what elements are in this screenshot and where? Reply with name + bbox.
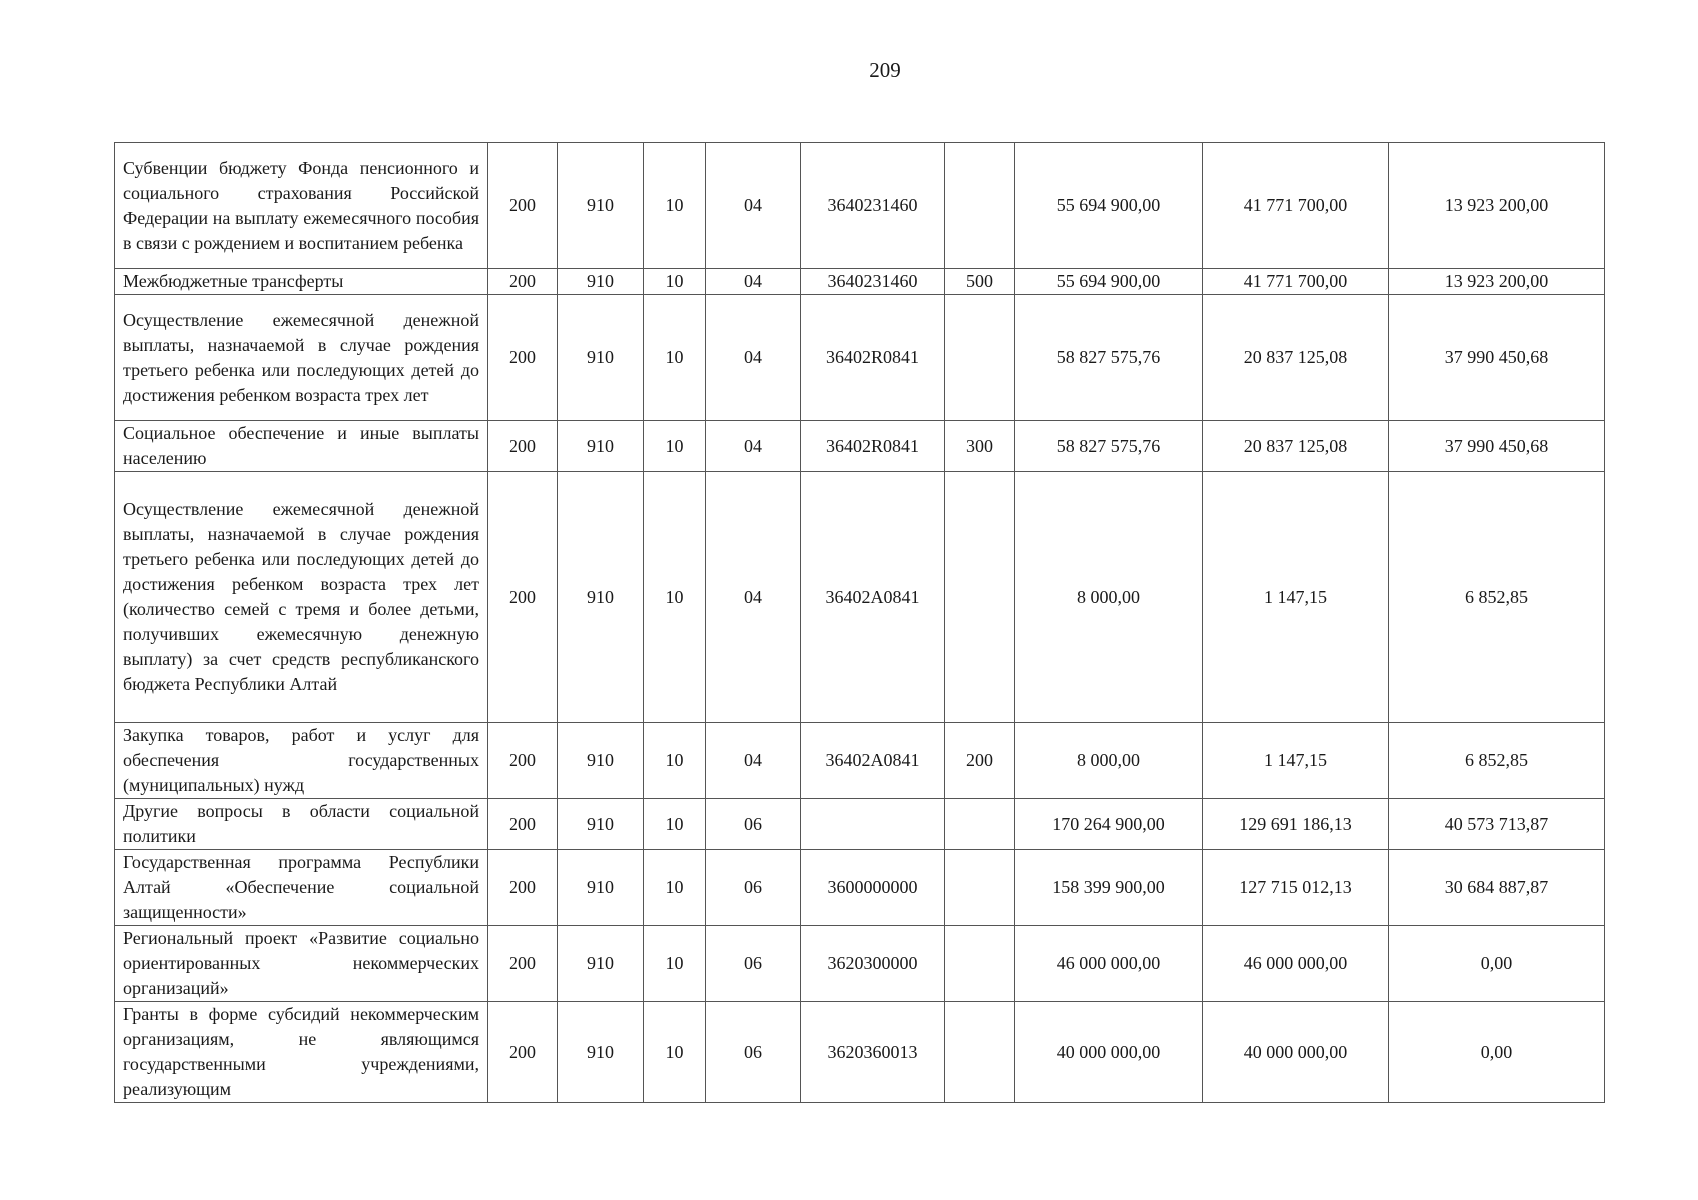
subsection-code: 06 bbox=[706, 926, 801, 1002]
admin-code: 200 bbox=[488, 269, 558, 295]
amount-2: 41 771 700,00 bbox=[1203, 143, 1389, 269]
admin-code: 200 bbox=[488, 295, 558, 421]
table-row bbox=[115, 926, 1605, 1002]
section-code: 10 bbox=[644, 1002, 706, 1103]
expense-type-code bbox=[945, 926, 1015, 1002]
budget-table bbox=[114, 142, 1605, 1103]
amount-1: 158 399 900,00 bbox=[1015, 850, 1203, 926]
target-item-code: 3640231460 bbox=[801, 269, 945, 295]
expense-type-code bbox=[945, 295, 1015, 421]
amount-3: 13 923 200,00 bbox=[1389, 143, 1605, 269]
admin-code: 200 bbox=[488, 1002, 558, 1103]
subsection-code: 04 bbox=[706, 723, 801, 799]
section-code: 10 bbox=[644, 926, 706, 1002]
grbs-code: 910 bbox=[558, 1002, 644, 1103]
table-row bbox=[115, 850, 1605, 926]
table-row bbox=[115, 421, 1605, 472]
subsection-code: 04 bbox=[706, 295, 801, 421]
amount-1: 8 000,00 bbox=[1015, 472, 1203, 723]
expense-type-code: 300 bbox=[945, 421, 1015, 472]
subsection-code: 06 bbox=[706, 850, 801, 926]
expense-type-code: 500 bbox=[945, 269, 1015, 295]
section-code: 10 bbox=[644, 799, 706, 850]
section-code: 10 bbox=[644, 723, 706, 799]
subsection-code: 04 bbox=[706, 421, 801, 472]
amount-3: 0,00 bbox=[1389, 926, 1605, 1002]
section-code: 10 bbox=[644, 472, 706, 723]
expense-type-code bbox=[945, 850, 1015, 926]
subsection-code: 04 bbox=[706, 472, 801, 723]
amount-2: 46 000 000,00 bbox=[1203, 926, 1389, 1002]
target-item-code: 36402R0841 bbox=[801, 295, 945, 421]
section-code: 10 bbox=[644, 269, 706, 295]
amount-3: 13 923 200,00 bbox=[1389, 269, 1605, 295]
section-code: 10 bbox=[644, 421, 706, 472]
target-item-code: 36402R0841 bbox=[801, 421, 945, 472]
admin-code: 200 bbox=[488, 421, 558, 472]
section-code: 10 bbox=[644, 143, 706, 269]
grbs-code: 910 bbox=[558, 143, 644, 269]
row-name: Субвенции бюджету Фонда пенсионного и социального страхования Российской Федерации на выплату ежемесячного пособия в связи с рождением и воспитанием ребенка bbox=[115, 143, 488, 269]
amount-2: 41 771 700,00 bbox=[1203, 269, 1389, 295]
amount-3: 40 573 713,87 bbox=[1389, 799, 1605, 850]
admin-code: 200 bbox=[488, 850, 558, 926]
row-name: Гранты в форме субсидий некоммерческим организациям, не являющимся государственными учреждениями, реализующим bbox=[115, 1002, 488, 1103]
grbs-code: 910 bbox=[558, 269, 644, 295]
grbs-code: 910 bbox=[558, 926, 644, 1002]
grbs-code: 910 bbox=[558, 850, 644, 926]
amount-2: 1 147,15 bbox=[1203, 723, 1389, 799]
target-item-code: 3640231460 bbox=[801, 143, 945, 269]
row-name: Закупка товаров, работ и услуг для обеспечения государственных (муниципальных) нужд bbox=[115, 723, 488, 799]
amount-1: 8 000,00 bbox=[1015, 723, 1203, 799]
amount-1: 46 000 000,00 bbox=[1015, 926, 1203, 1002]
amount-3: 37 990 450,68 bbox=[1389, 295, 1605, 421]
row-name: Осуществление ежемесячной денежной выплаты, назначаемой в случае рождения третьего ребенка или последующих детей до достижения ребенком возраста трех лет bbox=[115, 295, 488, 421]
admin-code: 200 bbox=[488, 799, 558, 850]
subsection-code: 06 bbox=[706, 1002, 801, 1103]
amount-2: 127 715 012,13 bbox=[1203, 850, 1389, 926]
admin-code: 200 bbox=[488, 723, 558, 799]
subsection-code: 04 bbox=[706, 143, 801, 269]
target-item-code: 3600000000 bbox=[801, 850, 945, 926]
table-row bbox=[115, 799, 1605, 850]
amount-2: 20 837 125,08 bbox=[1203, 421, 1389, 472]
target-item-code: 3620300000 bbox=[801, 926, 945, 1002]
amount-3: 30 684 887,87 bbox=[1389, 850, 1605, 926]
amount-1: 58 827 575,76 bbox=[1015, 421, 1203, 472]
admin-code: 200 bbox=[488, 472, 558, 723]
amount-2: 1 147,15 bbox=[1203, 472, 1389, 723]
amount-3: 0,00 bbox=[1389, 1002, 1605, 1103]
admin-code: 200 bbox=[488, 143, 558, 269]
row-name: Социальное обеспечение и иные выплаты населению bbox=[115, 421, 488, 472]
subsection-code: 06 bbox=[706, 799, 801, 850]
grbs-code: 910 bbox=[558, 799, 644, 850]
admin-code: 200 bbox=[488, 926, 558, 1002]
amount-2: 20 837 125,08 bbox=[1203, 295, 1389, 421]
table-row bbox=[115, 1002, 1605, 1103]
section-code: 10 bbox=[644, 850, 706, 926]
amount-1: 55 694 900,00 bbox=[1015, 143, 1203, 269]
target-item-code: 3620360013 bbox=[801, 1002, 945, 1103]
table-row bbox=[115, 269, 1605, 295]
amount-3: 37 990 450,68 bbox=[1389, 421, 1605, 472]
table-row bbox=[115, 295, 1605, 421]
expense-type-code bbox=[945, 799, 1015, 850]
row-name: Межбюджетные трансферты bbox=[115, 269, 488, 295]
row-name: Осуществление ежемесячной денежной выплаты, назначаемой в случае рождения третьего ребенка или последующих детей до достижения ребенком возраста трех лет (количество семей с тремя и более детьми, получивших ежемесячную денежную выплату) за счет средств республиканского бюджета Республики Алтай bbox=[115, 472, 488, 723]
subsection-code: 04 bbox=[706, 269, 801, 295]
grbs-code: 910 bbox=[558, 723, 644, 799]
amount-3: 6 852,85 bbox=[1389, 723, 1605, 799]
amount-1: 170 264 900,00 bbox=[1015, 799, 1203, 850]
target-item-code: 36402A0841 bbox=[801, 472, 945, 723]
grbs-code: 910 bbox=[558, 421, 644, 472]
amount-3: 6 852,85 bbox=[1389, 472, 1605, 723]
expense-type-code bbox=[945, 143, 1015, 269]
row-name: Региональный проект «Развитие социально ориентированных некоммерческих организаций» bbox=[115, 926, 488, 1002]
expense-type-code: 200 bbox=[945, 723, 1015, 799]
amount-2: 40 000 000,00 bbox=[1203, 1002, 1389, 1103]
amount-1: 40 000 000,00 bbox=[1015, 1002, 1203, 1103]
page-number: 209 bbox=[869, 58, 901, 82]
grbs-code: 910 bbox=[558, 295, 644, 421]
target-item-code: 36402A0841 bbox=[801, 723, 945, 799]
amount-1: 58 827 575,76 bbox=[1015, 295, 1203, 421]
row-name: Государственная программа Республики Алтай «Обеспечение социальной защищенности» bbox=[115, 850, 488, 926]
table-row bbox=[115, 472, 1605, 723]
section-code: 10 bbox=[644, 295, 706, 421]
grbs-code: 910 bbox=[558, 472, 644, 723]
expense-type-code bbox=[945, 472, 1015, 723]
expense-type-code bbox=[945, 1002, 1015, 1103]
table-body bbox=[115, 143, 1605, 1103]
amount-1: 55 694 900,00 bbox=[1015, 269, 1203, 295]
amount-2: 129 691 186,13 bbox=[1203, 799, 1389, 850]
row-name: Другие вопросы в области социальной политики bbox=[115, 799, 488, 850]
target-item-code bbox=[801, 799, 945, 850]
table-row bbox=[115, 143, 1605, 269]
table-row bbox=[115, 723, 1605, 799]
